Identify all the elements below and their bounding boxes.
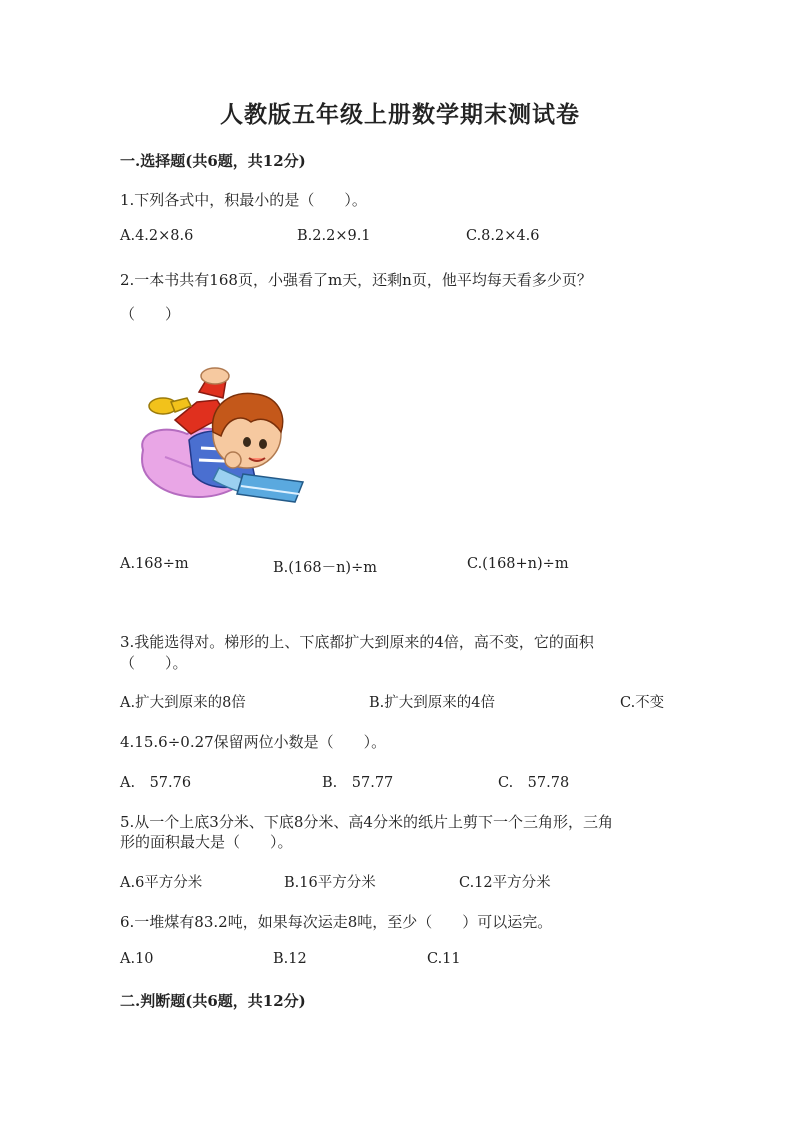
q5-option-c: C.12平方分米 [459, 875, 551, 891]
q3-option-a: A.扩大到原来的8倍 [120, 695, 246, 711]
question-3-blank: （ ）。 [120, 654, 188, 672]
page-title: 人教版五年级上册数学期末测试卷 [220, 101, 580, 128]
boy-reading-illustration [135, 362, 315, 512]
question-3: 3.我能选得对。梯形的上、下底都扩大到原来的4倍，高不变，它的面积 [120, 633, 594, 651]
q5-option-b: B.16平方分米 [284, 875, 376, 891]
question-5-line2: 形的面积最大是（ ）。 [120, 833, 293, 851]
q2-option-b: B.(168－n)÷m [273, 560, 377, 576]
q2-option-c: C.(168+n)÷m [467, 556, 569, 572]
q4-option-b: B. 57.77 [322, 775, 394, 791]
question-2-blank: （ ） [120, 305, 181, 323]
q2-option-a: A.168÷m [120, 556, 189, 572]
question-6: 6.一堆煤有83.2吨，如果每次运走8吨，至少（ ）可以运完。 [120, 913, 553, 931]
q3-option-b: B.扩大到原来的4倍 [369, 695, 495, 711]
q6-option-c: C.11 [427, 951, 461, 967]
q1-option-b: B.2.2×9.1 [297, 228, 371, 244]
question-2: 2.一本书共有168页，小强看了m天，还剩n页，他平均每天看多少页？ [120, 271, 592, 289]
question-5: 5.从一个上底3分米、下底8分米、高4分米的纸片上剪下一个三角形，三角 [120, 813, 613, 831]
question-4: 4.15.6÷0.27保留两位小数是（ ）。 [120, 733, 387, 751]
section-heading-choice: 一.选择题(共6题，共12分) [120, 152, 306, 170]
q6-option-b: B.12 [273, 951, 307, 967]
q6-option-a: A.10 [120, 951, 154, 967]
question-1: 1.下列各式中，积最小的是（ ）。 [120, 191, 367, 209]
q4-option-c: C. 57.78 [498, 775, 570, 791]
q3-option-c: C.不变 [620, 695, 665, 711]
q1-option-c: C.8.2×4.6 [466, 228, 540, 244]
q1-option-a: A.4.2×8.6 [120, 228, 194, 244]
section-heading-judgement: 二.判断题(共6题，共12分) [120, 992, 306, 1010]
q5-option-a: A.6平方分米 [120, 875, 203, 891]
q4-option-a: A. 57.76 [120, 775, 192, 791]
